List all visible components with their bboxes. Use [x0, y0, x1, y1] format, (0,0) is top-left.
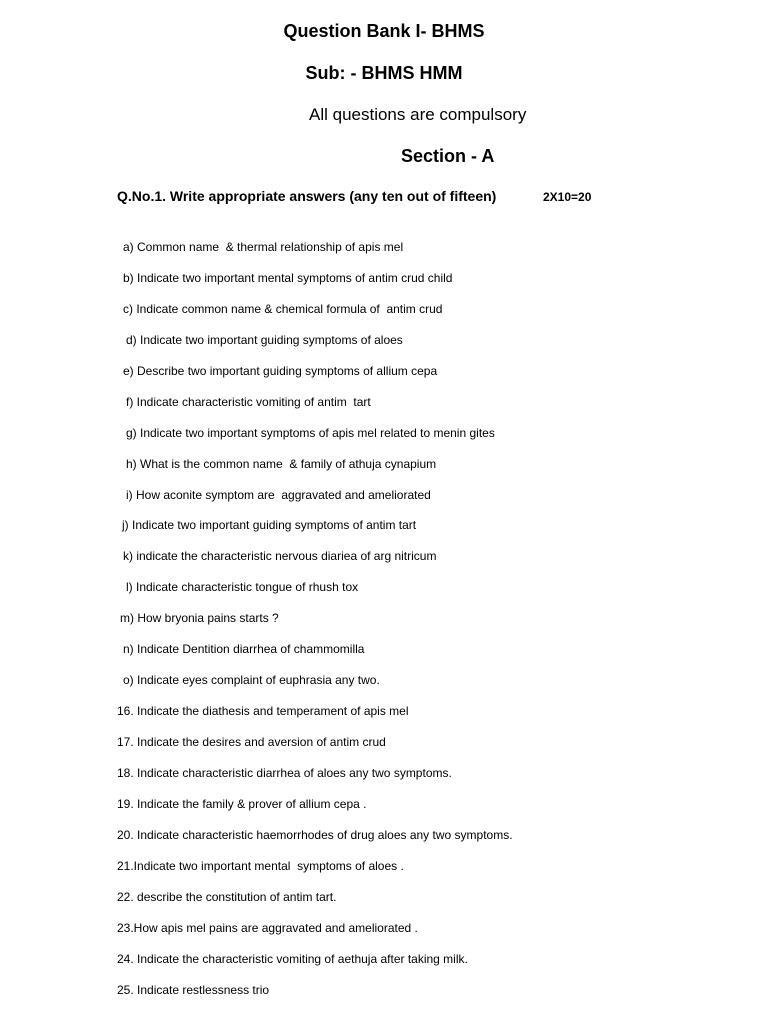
question-item: b) Indicate two important mental symptoms of antim crud child — [123, 271, 453, 285]
question-item: 24. Indicate the characteristic vomiting of aethuja after taking milk. — [117, 952, 468, 966]
question-item: j) Indicate two important guiding symptoms of antim tart — [122, 518, 417, 532]
marks-label: 2X10=20 — [543, 190, 592, 204]
question-item: 16. Indicate the diathesis and temperament of apis mel — [117, 704, 409, 718]
question-item: 17. Indicate the desires and aversion of antim crud — [117, 735, 386, 749]
question-item: d) Indicate two important guiding symptoms of aloes — [126, 333, 403, 347]
question-item: f) Indicate characteristic vomiting of antim tart — [126, 395, 371, 409]
question-item: 22. describe the constitution of antim tart. — [117, 890, 337, 904]
question-item: n) Indicate Dentition diarrhea of chammomilla — [123, 642, 365, 656]
question-item: k) indicate the characteristic nervous diariea of arg nitricum — [123, 549, 437, 563]
question-item: i) How aconite symptom are aggravated and ameliorated — [126, 488, 431, 502]
question-item: l) Indicate characteristic tongue of rhush tox — [126, 580, 359, 594]
question-item: 18. Indicate characteristic diarrhea of aloes any two symptoms. — [117, 766, 452, 780]
question-item: 20. Indicate characteristic haemorrhodes of drug aloes any two symptoms. — [117, 828, 513, 842]
question-item: g) Indicate two important symptoms of apis mel related to menin gites — [126, 426, 495, 440]
question-item: c) Indicate common name & chemical formula of antim crud — [123, 302, 443, 316]
document-title: Question Bank I- BHMS — [283, 21, 485, 41]
question-item: 23.How apis mel pains are aggravated and ameliorated . — [117, 921, 418, 935]
section-heading: Section - A — [401, 146, 495, 166]
question-item: m) How bryonia pains starts ? — [120, 611, 279, 625]
question-item: 21.Indicate two important mental symptoms of aloes . — [117, 859, 404, 873]
question-item: 25. Indicate restlessness trio — [117, 983, 270, 997]
question-item: 19. Indicate the family & prover of allium cepa . — [117, 797, 367, 811]
subject-heading: Sub: - BHMS HMM — [305, 63, 463, 83]
question-item: a) Common name & thermal relationship of apis mel — [123, 240, 404, 254]
question-heading: Q.No.1. Write appropriate answers (any ten out of fifteen) — [117, 188, 497, 204]
question-item: e) Describe two important guiding symptoms of allium cepa — [123, 364, 438, 378]
instruction-text: All questions are compulsory — [309, 105, 527, 124]
question-item: h) What is the common name & family of athuja cynapium — [126, 457, 437, 471]
question-item: o) Indicate eyes complaint of euphrasia any two. — [123, 673, 380, 687]
